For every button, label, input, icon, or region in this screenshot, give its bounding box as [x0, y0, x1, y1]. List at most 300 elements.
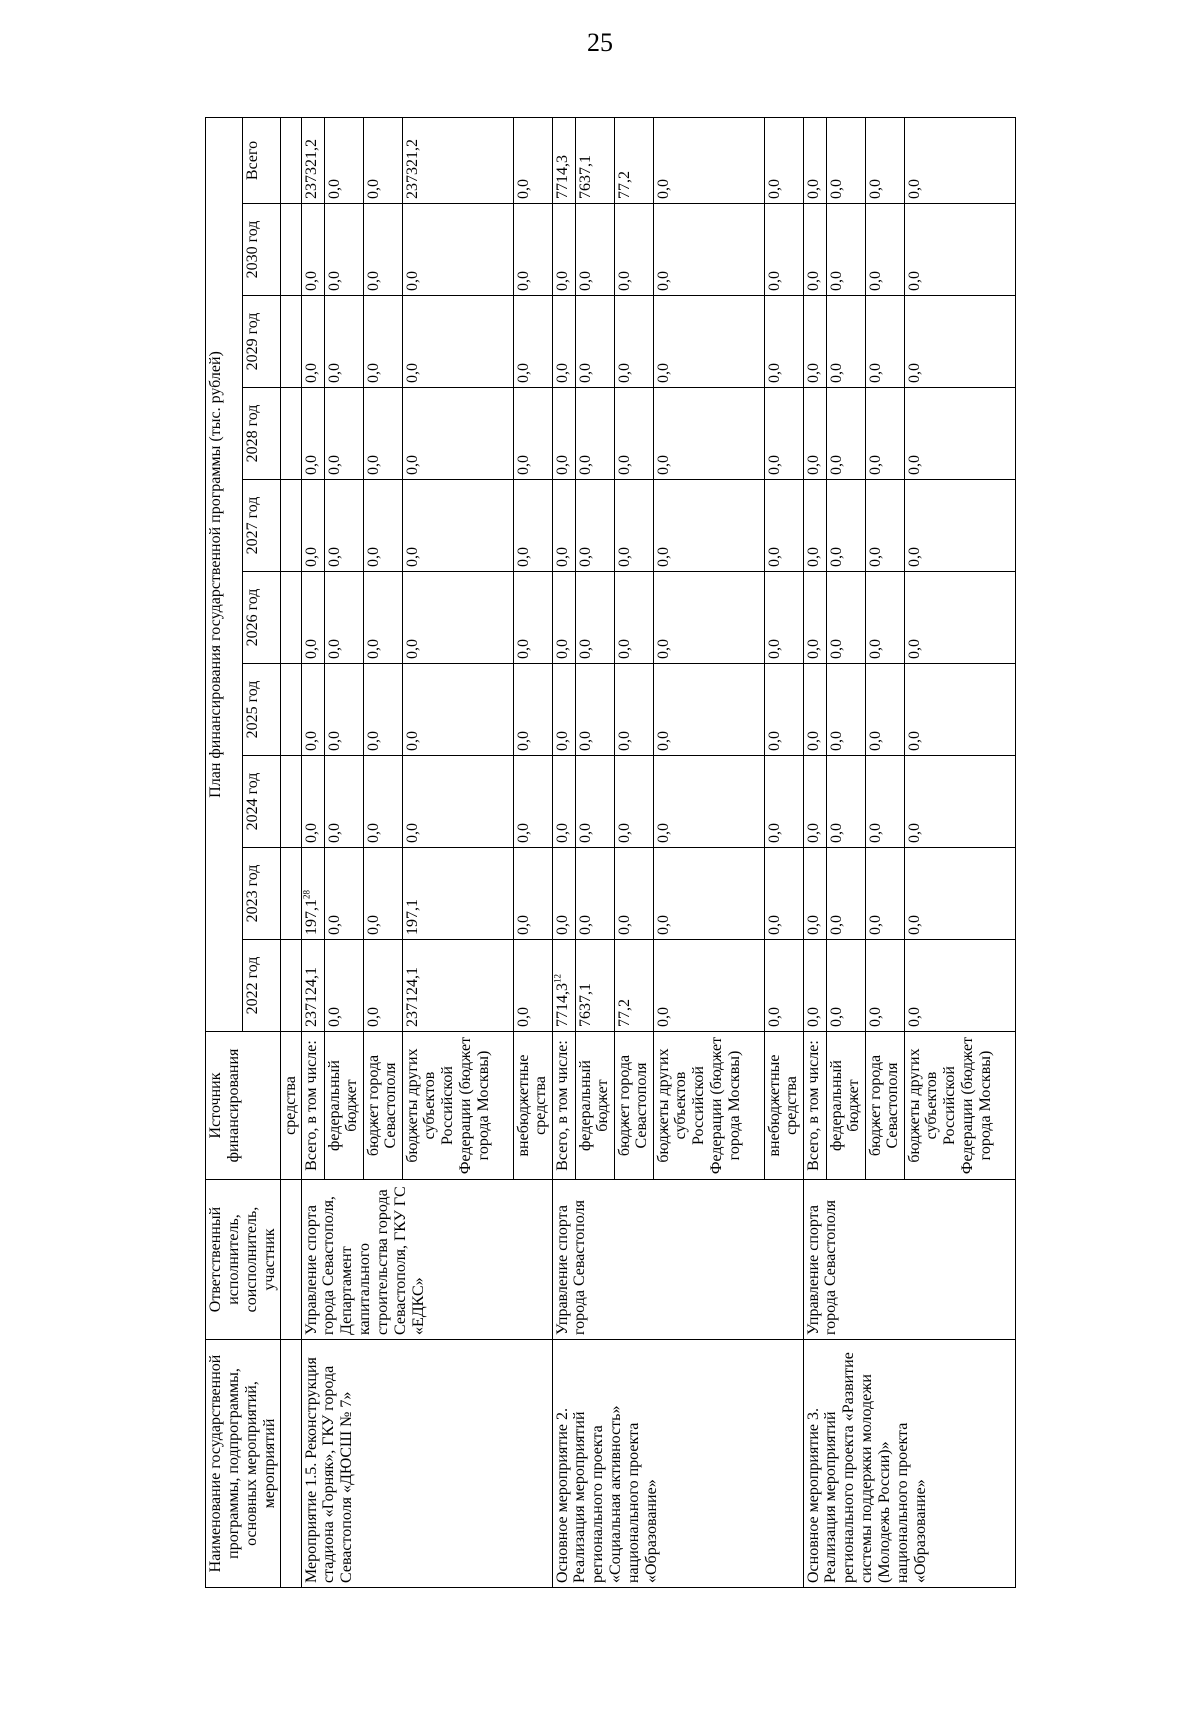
value-text: 197,1	[403, 899, 421, 935]
value-text: 0,0	[765, 823, 783, 843]
value-text: 0,0	[654, 271, 672, 291]
value-text: 0,0	[765, 639, 783, 659]
value-cell	[653, 572, 764, 664]
value-text: 0,0	[765, 915, 783, 935]
value-text: 0,0	[905, 179, 923, 199]
value-text: 0,0	[364, 915, 382, 935]
value-text: 0,0	[403, 363, 421, 383]
value-text: 0,0	[302, 823, 320, 843]
value-cell	[402, 664, 513, 756]
value-text: 0,0	[765, 547, 783, 567]
value-cell	[552, 756, 575, 848]
value-text: 0,0	[514, 271, 532, 291]
value-text: 0,0	[827, 1007, 845, 1027]
value-cell	[826, 117, 865, 203]
value-cell	[865, 204, 904, 296]
value-cell	[363, 480, 402, 572]
value-cell	[653, 117, 764, 203]
table-row	[803, 117, 826, 1587]
value-text: 0,0	[302, 547, 320, 567]
value-cell	[653, 204, 764, 296]
value-text: 0,0	[905, 823, 923, 843]
value-text: 0,0	[302, 455, 320, 475]
carry-over-name	[280, 1340, 301, 1588]
value-text: 237321,2	[403, 139, 421, 199]
footnote-mark: 28	[301, 890, 312, 899]
measure-responsible: Управление спорта города Севастополя	[552, 1180, 803, 1340]
value-cell	[803, 388, 826, 480]
funding-source: федеральный бюджет	[324, 1032, 363, 1180]
value-cell	[575, 848, 614, 940]
value-text: 0,0	[514, 915, 532, 935]
value-cell	[575, 296, 614, 388]
value-text: 0,0	[576, 639, 594, 659]
value-cell	[402, 388, 513, 480]
value-text: 0,0	[827, 915, 845, 935]
value-cell	[363, 756, 402, 848]
header-year: 2030 год	[243, 204, 280, 296]
value-text: 0,0	[765, 1007, 783, 1027]
value-text: 0,0	[866, 1007, 884, 1027]
value-cell	[552, 480, 575, 572]
value-cell	[614, 117, 653, 203]
header-year: 2025 год	[243, 664, 280, 756]
value-text: 0,0	[576, 823, 594, 843]
value-cell	[904, 204, 1015, 296]
value-cell	[402, 572, 513, 664]
value-text: 0,0	[654, 179, 672, 199]
value-cell	[402, 480, 513, 572]
value-text: 0,0	[905, 271, 923, 291]
value-cell	[865, 664, 904, 756]
value-text: 0,0	[765, 179, 783, 199]
value-cell	[363, 940, 402, 1032]
funding-source: бюджеты других субъектов Российской Федерации (бюджет города Москвы)	[402, 1032, 513, 1180]
value-text: 0,0	[827, 363, 845, 383]
value-text: 0,0	[514, 731, 532, 751]
value-text: 0,0	[827, 455, 845, 475]
value-text: 0,0	[866, 823, 884, 843]
value-cell	[363, 388, 402, 480]
value-text: 0,0	[866, 363, 884, 383]
value-cell	[324, 664, 363, 756]
value-text: 0,0	[905, 639, 923, 659]
value-cell	[614, 572, 653, 664]
carry-over-cell	[280, 296, 301, 388]
value-text: 0,0	[514, 363, 532, 383]
value-text: 7714,3	[553, 155, 571, 199]
value-cell	[363, 664, 402, 756]
value-cell	[552, 940, 575, 1032]
value-text: 0,0	[302, 639, 320, 659]
value-text: 0,0	[804, 547, 822, 567]
table-row	[301, 117, 324, 1587]
value-cell	[803, 664, 826, 756]
value-cell	[301, 296, 324, 388]
value-cell	[324, 848, 363, 940]
value-text: 0,0	[905, 547, 923, 567]
carry-over-cell	[280, 664, 301, 756]
value-text: 0,0	[325, 1007, 343, 1027]
value-text: 0,0	[514, 179, 532, 199]
value-text: 0,0	[866, 731, 884, 751]
value-cell	[653, 664, 764, 756]
value-cell	[803, 848, 826, 940]
value-cell	[764, 664, 803, 756]
value-text: 0,0	[403, 547, 421, 567]
header-year: 2027 год	[243, 480, 280, 572]
value-text: 0,0	[576, 455, 594, 475]
value-cell	[552, 296, 575, 388]
value-cell	[324, 296, 363, 388]
measure-name: Мероприятие 1.5. Реконструкция стадиона «Горняк», ГКУ города Севастополя «ДЮСШ № 7»	[301, 1340, 552, 1588]
value-text: 0,0	[654, 363, 672, 383]
value-text: 0,0	[364, 363, 382, 383]
value-cell	[363, 117, 402, 203]
value-cell	[653, 756, 764, 848]
value-text: 0,0	[403, 731, 421, 751]
value-cell	[552, 204, 575, 296]
value-text: 0,0	[827, 271, 845, 291]
value-cell	[764, 204, 803, 296]
value-text: 0,0	[827, 547, 845, 567]
value-cell	[803, 940, 826, 1032]
value-text: 0,0	[403, 823, 421, 843]
value-text: 0,0	[615, 823, 633, 843]
value-cell	[904, 848, 1015, 940]
value-cell	[513, 117, 552, 203]
value-cell	[826, 296, 865, 388]
value-cell	[764, 296, 803, 388]
value-cell	[402, 296, 513, 388]
value-cell	[575, 204, 614, 296]
value-cell	[904, 756, 1015, 848]
value-text: 0,0	[553, 823, 571, 843]
value-text: 0,0	[905, 363, 923, 383]
value-text: 0,0	[364, 639, 382, 659]
value-text: 0,0	[654, 731, 672, 751]
value-cell	[865, 848, 904, 940]
value-cell	[764, 480, 803, 572]
value-cell	[803, 117, 826, 203]
value-text: 0,0	[804, 455, 822, 475]
value-cell	[324, 480, 363, 572]
value-text: 0,0	[576, 731, 594, 751]
value-text: 0,0	[765, 455, 783, 475]
value-text: 0,0	[364, 823, 382, 843]
value-text: 0,0	[325, 179, 343, 199]
funding-source: бюджет города Севастополя	[614, 1032, 653, 1180]
value-cell	[865, 296, 904, 388]
value-text: 0,0	[615, 271, 633, 291]
value-text: 0,0	[804, 823, 822, 843]
value-cell	[363, 848, 402, 940]
value-cell	[363, 204, 402, 296]
value-cell	[614, 296, 653, 388]
value-cell	[764, 388, 803, 480]
value-cell	[904, 388, 1015, 480]
value-text: 0,0	[615, 639, 633, 659]
value-text: 7637,1	[576, 983, 594, 1027]
value-text: 0,0	[615, 547, 633, 567]
value-text: 0,0	[514, 639, 532, 659]
value-cell	[575, 480, 614, 572]
value-text: 0,0	[804, 271, 822, 291]
value-text: 0,0	[325, 547, 343, 567]
value-text: 0,0	[302, 363, 320, 383]
value-cell	[653, 940, 764, 1032]
value-cell	[614, 664, 653, 756]
value-cell	[764, 940, 803, 1032]
value-text: 0,0	[325, 639, 343, 659]
value-text: 0,0	[804, 731, 822, 751]
value-text: 0,0	[905, 915, 923, 935]
header-year: 2024 год	[243, 756, 280, 848]
value-text: 0,0	[364, 179, 382, 199]
value-cell	[614, 940, 653, 1032]
funding-source: бюджеты других субъектов Российской Федерации (бюджет города Москвы)	[653, 1032, 764, 1180]
carry-over-cell	[280, 480, 301, 572]
value-cell	[865, 388, 904, 480]
value-cell	[324, 204, 363, 296]
value-text: 0,0	[553, 639, 571, 659]
value-cell	[904, 480, 1015, 572]
value-text: 0,0	[514, 455, 532, 475]
page-number: 25	[587, 28, 613, 57]
funding-source: бюджет города Севастополя	[363, 1032, 402, 1180]
value-text: 0,0	[615, 363, 633, 383]
value-text: 0,0	[576, 915, 594, 935]
value-text: 0,0	[804, 363, 822, 383]
value-cell	[324, 572, 363, 664]
header-name: Наименование государственной программы, подпрограммы, основных мероприятий, мероприятий	[206, 1340, 281, 1588]
value-cell	[653, 296, 764, 388]
value-cell	[803, 756, 826, 848]
carry-over-cell	[280, 117, 301, 203]
value-text: 0,0	[364, 731, 382, 751]
value-text: 0,0	[576, 547, 594, 567]
value-text: 0,0	[576, 271, 594, 291]
header-year: 2023 год	[243, 848, 280, 940]
value-text: 0,0	[654, 455, 672, 475]
value-text: 0,0	[827, 639, 845, 659]
value-cell	[904, 940, 1015, 1032]
value-text: 0,0	[403, 639, 421, 659]
value-cell	[402, 756, 513, 848]
value-cell	[575, 940, 614, 1032]
value-cell	[301, 204, 324, 296]
value-cell	[865, 572, 904, 664]
value-text: 0,0	[654, 547, 672, 567]
value-cell	[324, 940, 363, 1032]
value-cell	[402, 940, 513, 1032]
funding-source: федеральный бюджет	[826, 1032, 865, 1180]
value-text: 0,0	[866, 639, 884, 659]
value-cell	[575, 117, 614, 203]
value-text: 0,0	[654, 639, 672, 659]
value-text: 237124,1	[302, 967, 320, 1027]
value-cell	[764, 117, 803, 203]
value-text: 0,0	[514, 1007, 532, 1027]
value-cell	[803, 204, 826, 296]
value-cell	[764, 756, 803, 848]
value-cell	[324, 388, 363, 480]
funding-source: внебюджетные средства	[513, 1032, 552, 1180]
value-text: 0,0	[553, 731, 571, 751]
value-text: 0,0	[364, 1007, 382, 1027]
value-cell	[865, 940, 904, 1032]
value-text: 0,0	[364, 547, 382, 567]
carry-over-source: средства	[280, 1032, 301, 1180]
value-text: 0,0	[514, 547, 532, 567]
value-text: 0,0	[804, 1007, 822, 1027]
value-cell	[826, 940, 865, 1032]
value-cell	[552, 388, 575, 480]
value-cell	[904, 664, 1015, 756]
value-cell	[552, 572, 575, 664]
value-text: 0,0	[615, 915, 633, 935]
value-text: 0,0	[553, 455, 571, 475]
value-cell	[803, 480, 826, 572]
value-text: 0,0	[302, 731, 320, 751]
value-text: 0,0	[866, 547, 884, 567]
funding-source: Всего, в том числе:	[301, 1032, 324, 1180]
value-cell	[363, 296, 402, 388]
value-text: 0,0	[905, 1007, 923, 1027]
value-text: 0,0	[905, 731, 923, 751]
carry-over-cell	[280, 848, 301, 940]
value-cell	[764, 572, 803, 664]
header-source: Источник финансирования	[206, 1032, 281, 1180]
value-cell	[614, 756, 653, 848]
value-cell	[865, 480, 904, 572]
value-cell	[803, 296, 826, 388]
value-text: 0,0	[403, 455, 421, 475]
measure-name: Основное мероприятие 3. Реализация мероприятий регионального проекта «Развитие системы поддержки молодежи (Молодежь России)» национального проекта «Образование»	[803, 1340, 1015, 1588]
table-header	[206, 117, 281, 1587]
header-year: 2028 год	[243, 388, 280, 480]
value-cell	[513, 848, 552, 940]
value-cell	[513, 388, 552, 480]
value-cell	[402, 204, 513, 296]
value-cell	[826, 664, 865, 756]
value-text: 0,0	[866, 271, 884, 291]
value-cell	[614, 204, 653, 296]
value-text: 0,0	[615, 731, 633, 751]
value-cell	[575, 664, 614, 756]
value-cell	[865, 756, 904, 848]
value-text: 0,0	[866, 915, 884, 935]
carry-over-cell	[280, 388, 301, 480]
value-text: 0,0	[654, 1007, 672, 1027]
value-text: 0,0	[827, 731, 845, 751]
header-year: 2026 год	[243, 572, 280, 664]
value-text: 0,0	[325, 271, 343, 291]
value-cell	[575, 756, 614, 848]
table-body	[280, 117, 1015, 1587]
value-text: 0,0	[364, 455, 382, 475]
value-cell	[513, 664, 552, 756]
value-cell	[826, 480, 865, 572]
funding-source: Всего, в том числе:	[803, 1032, 826, 1180]
header-year: 2022 год	[243, 940, 280, 1032]
header-year: 2029 год	[243, 296, 280, 388]
value-cell	[513, 204, 552, 296]
header-plan: План финансирования государственной программы (тыс. рублей)	[206, 117, 243, 1031]
value-cell	[653, 480, 764, 572]
value-text: 0,0	[514, 823, 532, 843]
value-text: 7637,1	[576, 155, 594, 199]
value-text: 197,1	[302, 899, 320, 935]
table-row	[552, 117, 575, 1587]
value-text: 0,0	[325, 455, 343, 475]
funding-source: федеральный бюджет	[575, 1032, 614, 1180]
value-cell	[301, 940, 324, 1032]
value-cell	[363, 572, 402, 664]
value-cell	[575, 572, 614, 664]
value-text: 7714,3	[553, 983, 571, 1027]
carry-over-cell	[280, 756, 301, 848]
value-cell	[513, 480, 552, 572]
value-text: 0,0	[905, 455, 923, 475]
value-text: 0,0	[325, 363, 343, 383]
value-cell	[301, 117, 324, 203]
value-text: 0,0	[827, 179, 845, 199]
measure-responsible: Управление спорта города Севастополя, Департамент капитального строительства города Севастополя, ГКУ ГС «ЕДКС»	[301, 1180, 552, 1340]
value-cell	[513, 940, 552, 1032]
value-cell	[764, 848, 803, 940]
value-text: 77,2	[615, 999, 633, 1027]
value-cell	[324, 756, 363, 848]
value-cell	[513, 756, 552, 848]
carry-over-cell	[280, 572, 301, 664]
value-cell	[301, 664, 324, 756]
value-text: 0,0	[553, 547, 571, 567]
value-cell	[904, 296, 1015, 388]
value-text: 0,0	[553, 271, 571, 291]
value-text: 0,0	[325, 915, 343, 935]
financing-plan-table	[205, 117, 1016, 1588]
value-text: 0,0	[553, 915, 571, 935]
value-text: 0,0	[553, 363, 571, 383]
funding-source: внебюджетные средства	[764, 1032, 803, 1180]
value-cell	[402, 848, 513, 940]
value-cell	[301, 756, 324, 848]
value-cell	[301, 388, 324, 480]
footnote-mark: 12	[552, 974, 563, 983]
measure-name: Основное мероприятие 2. Реализация мероприятий регионального проекта «Социальная активность» национального проекта «Образование»	[552, 1340, 803, 1588]
value-text: 0,0	[325, 731, 343, 751]
value-cell	[826, 848, 865, 940]
value-cell	[614, 480, 653, 572]
value-cell	[324, 117, 363, 203]
value-text: 0,0	[302, 271, 320, 291]
value-cell	[803, 572, 826, 664]
value-text: 0,0	[765, 731, 783, 751]
value-text: 0,0	[804, 179, 822, 199]
value-cell	[513, 296, 552, 388]
funding-source: бюджет города Севастополя	[865, 1032, 904, 1180]
header-year: Всего	[243, 117, 280, 203]
value-cell	[575, 388, 614, 480]
funding-source: Всего, в том числе:	[552, 1032, 575, 1180]
header-responsible: Ответственный исполнитель, соисполнитель, участник	[206, 1180, 281, 1340]
value-text: 0,0	[827, 823, 845, 843]
value-text: 0,0	[866, 455, 884, 475]
value-cell	[513, 572, 552, 664]
value-cell	[614, 388, 653, 480]
funding-source: бюджеты других субъектов Российской Федерации (бюджет города Москвы)	[904, 1032, 1015, 1180]
